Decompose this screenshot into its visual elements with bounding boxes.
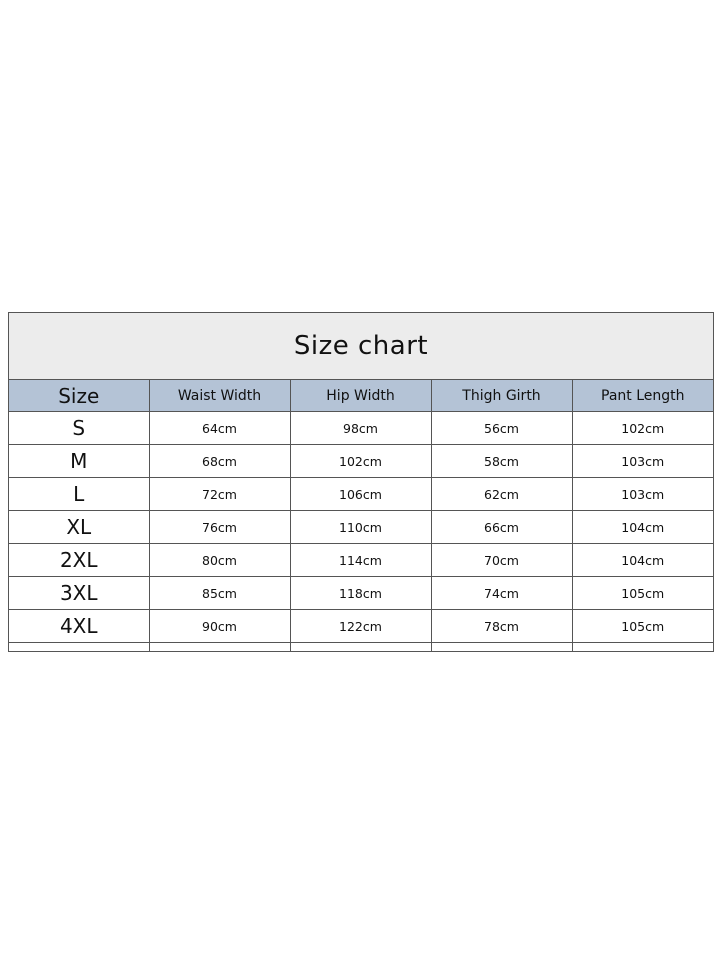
pant-length-cell: 103cm: [572, 478, 713, 511]
size-chart: [8, 312, 714, 652]
waist-width-cell: 64cm: [149, 412, 290, 445]
header-row: [9, 380, 713, 412]
hip-width-cell: 110cm: [290, 511, 431, 544]
pant-length-cell: 104cm: [572, 544, 713, 577]
table-row: [9, 412, 713, 445]
hip-width-cell: 102cm: [290, 445, 431, 478]
thigh-girth-cell: 74cm: [431, 577, 572, 610]
empty-cell: [149, 643, 290, 652]
size-cell: XL: [9, 511, 149, 544]
pant-length-cell: 105cm: [572, 577, 713, 610]
pant-length-cell: 102cm: [572, 412, 713, 445]
waist-width-cell: 90cm: [149, 610, 290, 643]
pant-length-cell: 105cm: [572, 610, 713, 643]
hip-width-cell: 98cm: [290, 412, 431, 445]
waist-width-cell: 68cm: [149, 445, 290, 478]
column-header-hip-width: Hip Width: [290, 380, 431, 412]
column-header-thigh-girth: Thigh Girth: [431, 380, 572, 412]
size-cell: S: [9, 412, 149, 445]
size-cell: 4XL: [9, 610, 149, 643]
size-cell: L: [9, 478, 149, 511]
hip-width-cell: 106cm: [290, 478, 431, 511]
thigh-girth-cell: 62cm: [431, 478, 572, 511]
table-row: [9, 478, 713, 511]
waist-width-cell: 76cm: [149, 511, 290, 544]
pant-length-cell: 103cm: [572, 445, 713, 478]
column-header-pant-length: Pant Length: [572, 380, 713, 412]
thigh-girth-cell: 58cm: [431, 445, 572, 478]
hip-width-cell: 114cm: [290, 544, 431, 577]
empty-cell: [290, 643, 431, 652]
thigh-girth-cell: 56cm: [431, 412, 572, 445]
waist-width-cell: 80cm: [149, 544, 290, 577]
size-cell: 3XL: [9, 577, 149, 610]
hip-width-cell: 122cm: [290, 610, 431, 643]
size-table: [9, 380, 713, 652]
table-row: [9, 511, 713, 544]
column-header-size: Size: [9, 380, 149, 412]
table-row: [9, 610, 713, 643]
waist-width-cell: 72cm: [149, 478, 290, 511]
pant-length-cell: 104cm: [572, 511, 713, 544]
empty-cell: [9, 643, 149, 652]
size-cell: 2XL: [9, 544, 149, 577]
size-cell: M: [9, 445, 149, 478]
hip-width-cell: 118cm: [290, 577, 431, 610]
table-row-empty: [9, 643, 713, 652]
table-row: [9, 445, 713, 478]
table-row: [9, 544, 713, 577]
table-row: [9, 577, 713, 610]
waist-width-cell: 85cm: [149, 577, 290, 610]
empty-cell: [572, 643, 713, 652]
thigh-girth-cell: 78cm: [431, 610, 572, 643]
thigh-girth-cell: 66cm: [431, 511, 572, 544]
empty-cell: [431, 643, 572, 652]
column-header-waist-width: Waist Width: [149, 380, 290, 412]
thigh-girth-cell: 70cm: [431, 544, 572, 577]
chart-title: Size chart: [9, 313, 713, 380]
